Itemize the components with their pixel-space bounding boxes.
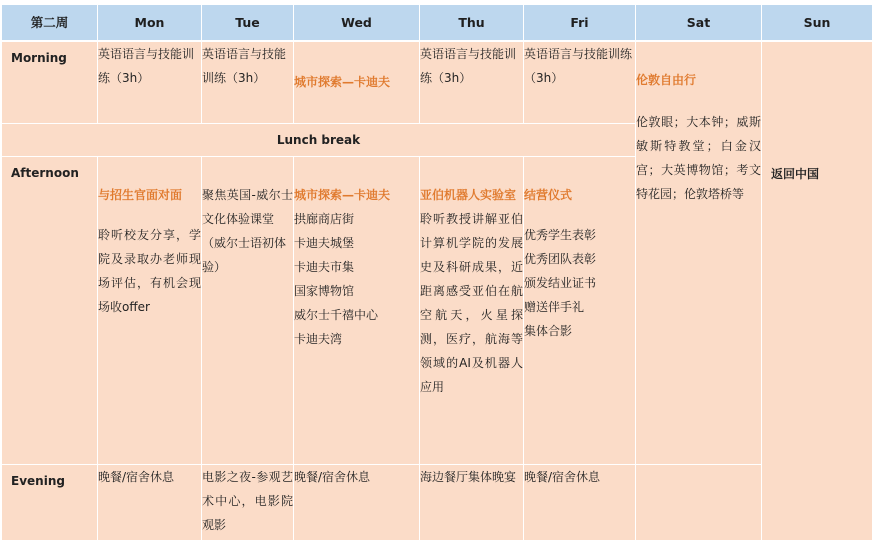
afternoon-wed-item: 威尔士千禧中心 <box>294 307 379 322</box>
evening-thu: 海边餐厅集体晚宴 <box>420 464 524 540</box>
afternoon-thu-desc: 聆听教授讲解亚伯计算机学院的发展史及科研成果，近距离感受亚伯在航空航天，火星探测，医疗，航海等领域的AI及机器人应用 <box>420 211 523 394</box>
afternoon-wed-title: 城市探索—卡迪夫 <box>294 187 391 202</box>
afternoon-wed-item: 国家博物馆 <box>294 283 355 298</box>
afternoon-fri <box>524 156 636 464</box>
afternoon-mon-title: 与招生官面对面 <box>98 187 183 202</box>
morning-mon: 英语语言与技能训练（3h） <box>98 41 202 123</box>
afternoon-fri-title: 结营仪式 <box>524 187 573 202</box>
afternoon-fri-item: 优秀学生表彰 <box>524 227 597 242</box>
afternoon-wed-item: 拱廊商店街 <box>294 211 355 226</box>
afternoon-wed <box>294 156 420 464</box>
evening-tue: 电影之夜-参观艺术中心，电影院观影 <box>202 464 294 540</box>
evening-row <box>2 464 873 540</box>
afternoon-wed-item: 卡迪夫湾 <box>294 331 343 346</box>
afternoon-label: Afternoon <box>2 156 98 464</box>
afternoon-mon <box>98 156 202 464</box>
afternoon-thu-title: 亚伯机器人实验室 <box>420 187 517 202</box>
morning-thu: 英语语言与技能训练（3h） <box>420 41 524 123</box>
sun-cell <box>762 41 873 540</box>
week-header: 第二周 <box>2 5 98 42</box>
lunch-break: Lunch break <box>2 123 636 156</box>
day-header-sun: Sun <box>762 5 873 42</box>
morning-tue: 英语语言与技能训练（3h） <box>202 41 294 123</box>
morning-wed <box>294 41 420 123</box>
afternoon-thu <box>420 156 524 464</box>
schedule-table <box>1 4 873 541</box>
day-header-tue: Tue <box>202 5 294 42</box>
sat-title: 伦敦自由行 <box>636 73 697 87</box>
evening-wed: 晚餐/宿舍休息 <box>294 464 420 540</box>
afternoon-wed-item: 卡迪夫城堡 <box>294 235 355 250</box>
afternoon-tue-title: 聚焦英国-威尔士文化体验课堂 <box>202 187 293 226</box>
day-header-thu: Thu <box>420 5 524 42</box>
day-header-wed: Wed <box>294 5 420 42</box>
sat-desc: 伦敦眼；大本钟；威斯敏斯特教堂；白金汉宫；大英博物馆；考文特花园；伦敦塔桥等 <box>636 115 761 201</box>
afternoon-mon-desc: 聆听校友分享，学院及录取办老师现场评估，有机会现场收offer <box>98 227 201 314</box>
day-header-mon: Mon <box>98 5 202 42</box>
sat-cell <box>636 41 762 464</box>
evening-sat-empty <box>636 464 762 540</box>
afternoon-fri-item: 赠送伴手礼 <box>524 299 585 314</box>
afternoon-wed-item: 卡迪夫市集 <box>294 259 355 274</box>
afternoon-fri-item: 优秀团队表彰 <box>524 251 597 266</box>
morning-fri: 英语语言与技能训练（3h） <box>524 41 636 123</box>
afternoon-tue-desc: （威尔士语初体验） <box>202 235 287 274</box>
morning-label: Morning <box>2 41 98 123</box>
evening-fri: 晚餐/宿舍休息 <box>524 464 636 540</box>
afternoon-fri-item: 集体合影 <box>524 323 573 338</box>
day-header-sat: Sat <box>636 5 762 42</box>
evening-mon: 晚餐/宿舍休息 <box>98 464 202 540</box>
evening-label: Evening <box>2 464 98 540</box>
sun-text: 返回中国 <box>771 167 820 181</box>
day-header-fri: Fri <box>524 5 636 42</box>
header-row <box>2 5 873 42</box>
morning-wed-title: 城市探索—卡迪夫 <box>294 75 391 90</box>
afternoon-fri-item: 颁发结业证书 <box>524 275 597 290</box>
morning-row <box>2 41 873 123</box>
afternoon-tue <box>202 156 294 464</box>
